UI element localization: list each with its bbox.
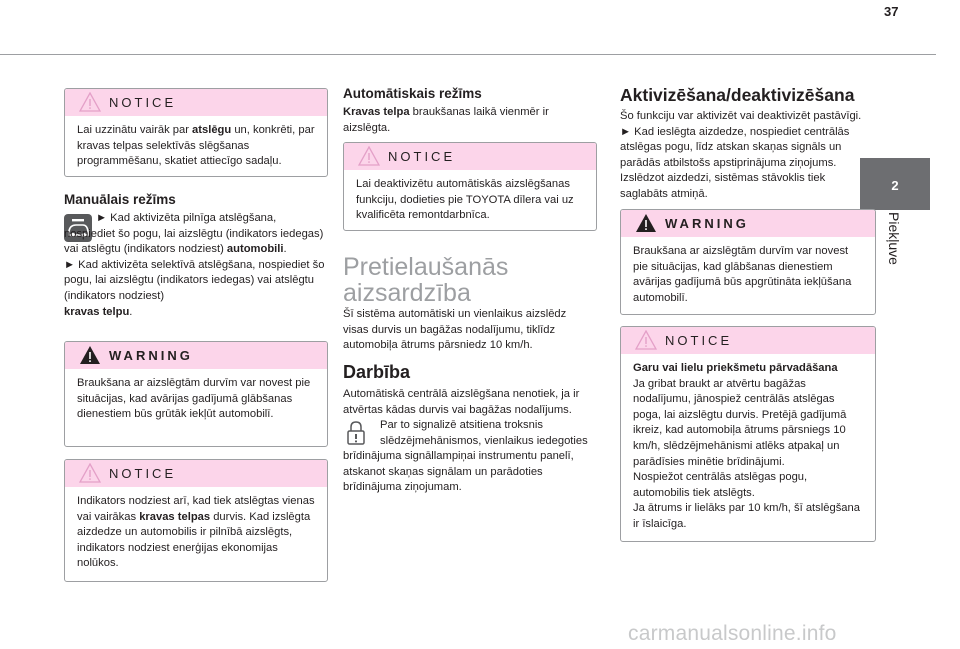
- chapter-tab[interactable]: 2: [860, 158, 930, 210]
- warning-title: WARNING: [665, 216, 749, 231]
- notice-text: [65, 487, 327, 572]
- notice-header: [621, 327, 875, 354]
- notice-text: [621, 354, 875, 533]
- operation-text-2a: Par to signalizē atsitiena troksnis: [380, 419, 543, 431]
- notice-triangle-icon: [79, 92, 101, 112]
- notice-triangle-icon: [79, 463, 101, 483]
- warning-triangle-icon: [635, 213, 657, 233]
- notice-title: NOTICE: [388, 149, 456, 164]
- chapter-label: Piekļuve: [886, 212, 902, 265]
- warning-title: WARNING: [109, 348, 193, 363]
- header-divider: [0, 54, 936, 55]
- notice-title: NOTICE: [665, 333, 733, 348]
- manual-text-2-bold: kravas telpu: [64, 305, 130, 318]
- notice-triangle-icon: [635, 330, 657, 350]
- notice-box-2: [64, 459, 328, 582]
- notice-text-part: Ja gribat braukt ar atvērtu bagāžas nodalījumu, jānospiež centrālās atslēgas poga, lai aizslēgtu durvis. Pretējā gadījumā ikreiz, kad automobiļa ātrums pārsniegs 10 km/h, slēdzējmehānismi atlēks atpakaļ un parādīsies minētie brīdinājumi. Nospiežot centrālās atslēgas pogu, automobilis tiek atslēgts. Ja ātrums ir lielāks par 10 km/h, šī atslēgšana ir īslaicīga.: [633, 377, 860, 530]
- notice-box-1: [64, 88, 328, 177]
- operation-text-1: Automātiskā centrālā aizslēgšana nenotiek, ja ir atvērtas kādas durvis vai bagāžas nodalījums.: [343, 388, 580, 416]
- manual-text: ► Kad aktivizēta pilnīga atslēgšana, nospiediet šo pogu, lai aizslēgtu (indikators iedegas) vai atslēgtu (indikators nodziest) automobili. ► Kad aktivizēta selektīvā atslēgšana, nospiediet šo pogu, lai aizslēgtu (indikators iedegas) vai atslēgtu (indikators nodziest)kravas telpu.: [64, 212, 325, 318]
- chapter-label-wrap: [880, 212, 920, 292]
- activation-text: Šo funkciju var aktivizēt vai deaktivizēt pastāvīgi. ► Kad ieslēgta aizdedze, nospiediet centrālās atslēgas pogu, līdz atskan skaņas signāls un parādās atbilstošs apstiprinājuma ziņojums. Izslēdzot aizdedzi, sistēmas stāvoklis tiek saglabāts atmiņā.: [620, 110, 862, 200]
- notice-header: [65, 89, 327, 116]
- notice-text-part: durvis. Kad izslēgta aizdedze un automobilis ir pilnībā aizslēgts, indikators nodziest enerģijas ekonomijas nolūkos.: [77, 510, 311, 570]
- auto-mode-heading: Automātiskais režīms: [343, 86, 482, 101]
- activation-heading: Aktivizēšana/deaktivizēšana: [620, 85, 855, 105]
- notice-box-3: [343, 142, 597, 231]
- warning-box-1: [64, 341, 328, 447]
- notice-text-part: un, konkrēti, par kravas telpas selektīvās slēgšanas programmēšanu, skatiet attiecīgo sadaļu.: [77, 124, 315, 168]
- warning-header: [621, 210, 875, 237]
- warning-triangle-icon: [79, 345, 101, 365]
- notice-header: [344, 143, 596, 170]
- notice-triangle-icon: [358, 146, 380, 166]
- operation-heading: Darbība: [343, 362, 411, 382]
- anti-intrusion-heading-1: Pretielaušanās: [343, 253, 509, 281]
- warning-text: Braukšana ar aizslēgtām durvīm var novest pie situācijas, kad glābšanas dienestiem avārijas gadījumā būs apgrūtināta iekļūšana automobilī.: [633, 245, 852, 304]
- notice-subheading: Garu vai lielu priekšmetu pārvadāšana: [633, 362, 838, 374]
- warning-box-2: [620, 209, 876, 315]
- auto-mode-rest: braukšanas laikā vienmēr ir aizslēgta.: [343, 106, 549, 134]
- anti-intrusion-text: Šī sistēma automātiski un vienlaikus aizslēdz visas durvis un bagāžas nodalījumu, tiklīdz automobiļa ātrums pārsniedz 10 km/h.: [343, 308, 567, 352]
- notice-header: [65, 460, 327, 487]
- notice-text-part: Indikators nodziest arī, kad tiek atslēgtas vienas vai vairākas: [77, 495, 315, 523]
- watermark: carmanualsonline.info: [628, 622, 837, 645]
- warning-text: Braukšana ar aizslēgtām durvīm var novest pie situācijas, kad avārijas gadījumā glābšanas dienestiem būs grūtāk iekļūt automobilī.: [77, 377, 311, 421]
- page-number: 37: [884, 4, 899, 19]
- notice-text: [65, 116, 327, 170]
- notice-title: NOTICE: [109, 466, 177, 481]
- manual-text-2: ► Kad aktivizēta selektīvā atslēgšana, nospiediet šo pogu, lai aizslēgtu (indikators iedegas) vai atslēgtu (indikators nodziest): [64, 258, 325, 302]
- warning-header: [65, 342, 327, 369]
- manual-mode-heading: Manuālais režīms: [64, 192, 176, 207]
- auto-mode-bold: Kravas telpa: [343, 106, 410, 118]
- notice-text-part: Lai uzzinātu vairāk par: [77, 124, 193, 136]
- operation-text-2b: slēdzējmehānismos, vienlaikus iedegoties brīdinājuma signāllampiņai instrumentu panelī, atskanot skaņas signālam un parādoties brīdinājuma ziņojumam.: [343, 434, 588, 494]
- notice-title: NOTICE: [109, 95, 177, 110]
- notice-box-4: [620, 326, 876, 542]
- manual-text-1-bold: automobili: [226, 243, 284, 256]
- notice-text-bold: atslēgu: [192, 124, 232, 136]
- anti-intrusion-heading-2: aizsardzība: [343, 279, 471, 307]
- auto-mode-text: [343, 105, 593, 136]
- notice-text-bold: kravas telpas: [139, 510, 211, 523]
- notice-text: Lai deaktivizētu automātiskās aizslēgšanas funkciju, dodieties pie TOYOTA dīlera vai uz kvalificēta remontdarbnīca.: [356, 178, 574, 222]
- manual-text-1: ► Kad aktivizēta pilnīga atslēgšana, nospiediet šo pogu, lai aizslēgtu (indikators iedegas) vai atslēgtu (indikators nodziest): [64, 212, 324, 256]
